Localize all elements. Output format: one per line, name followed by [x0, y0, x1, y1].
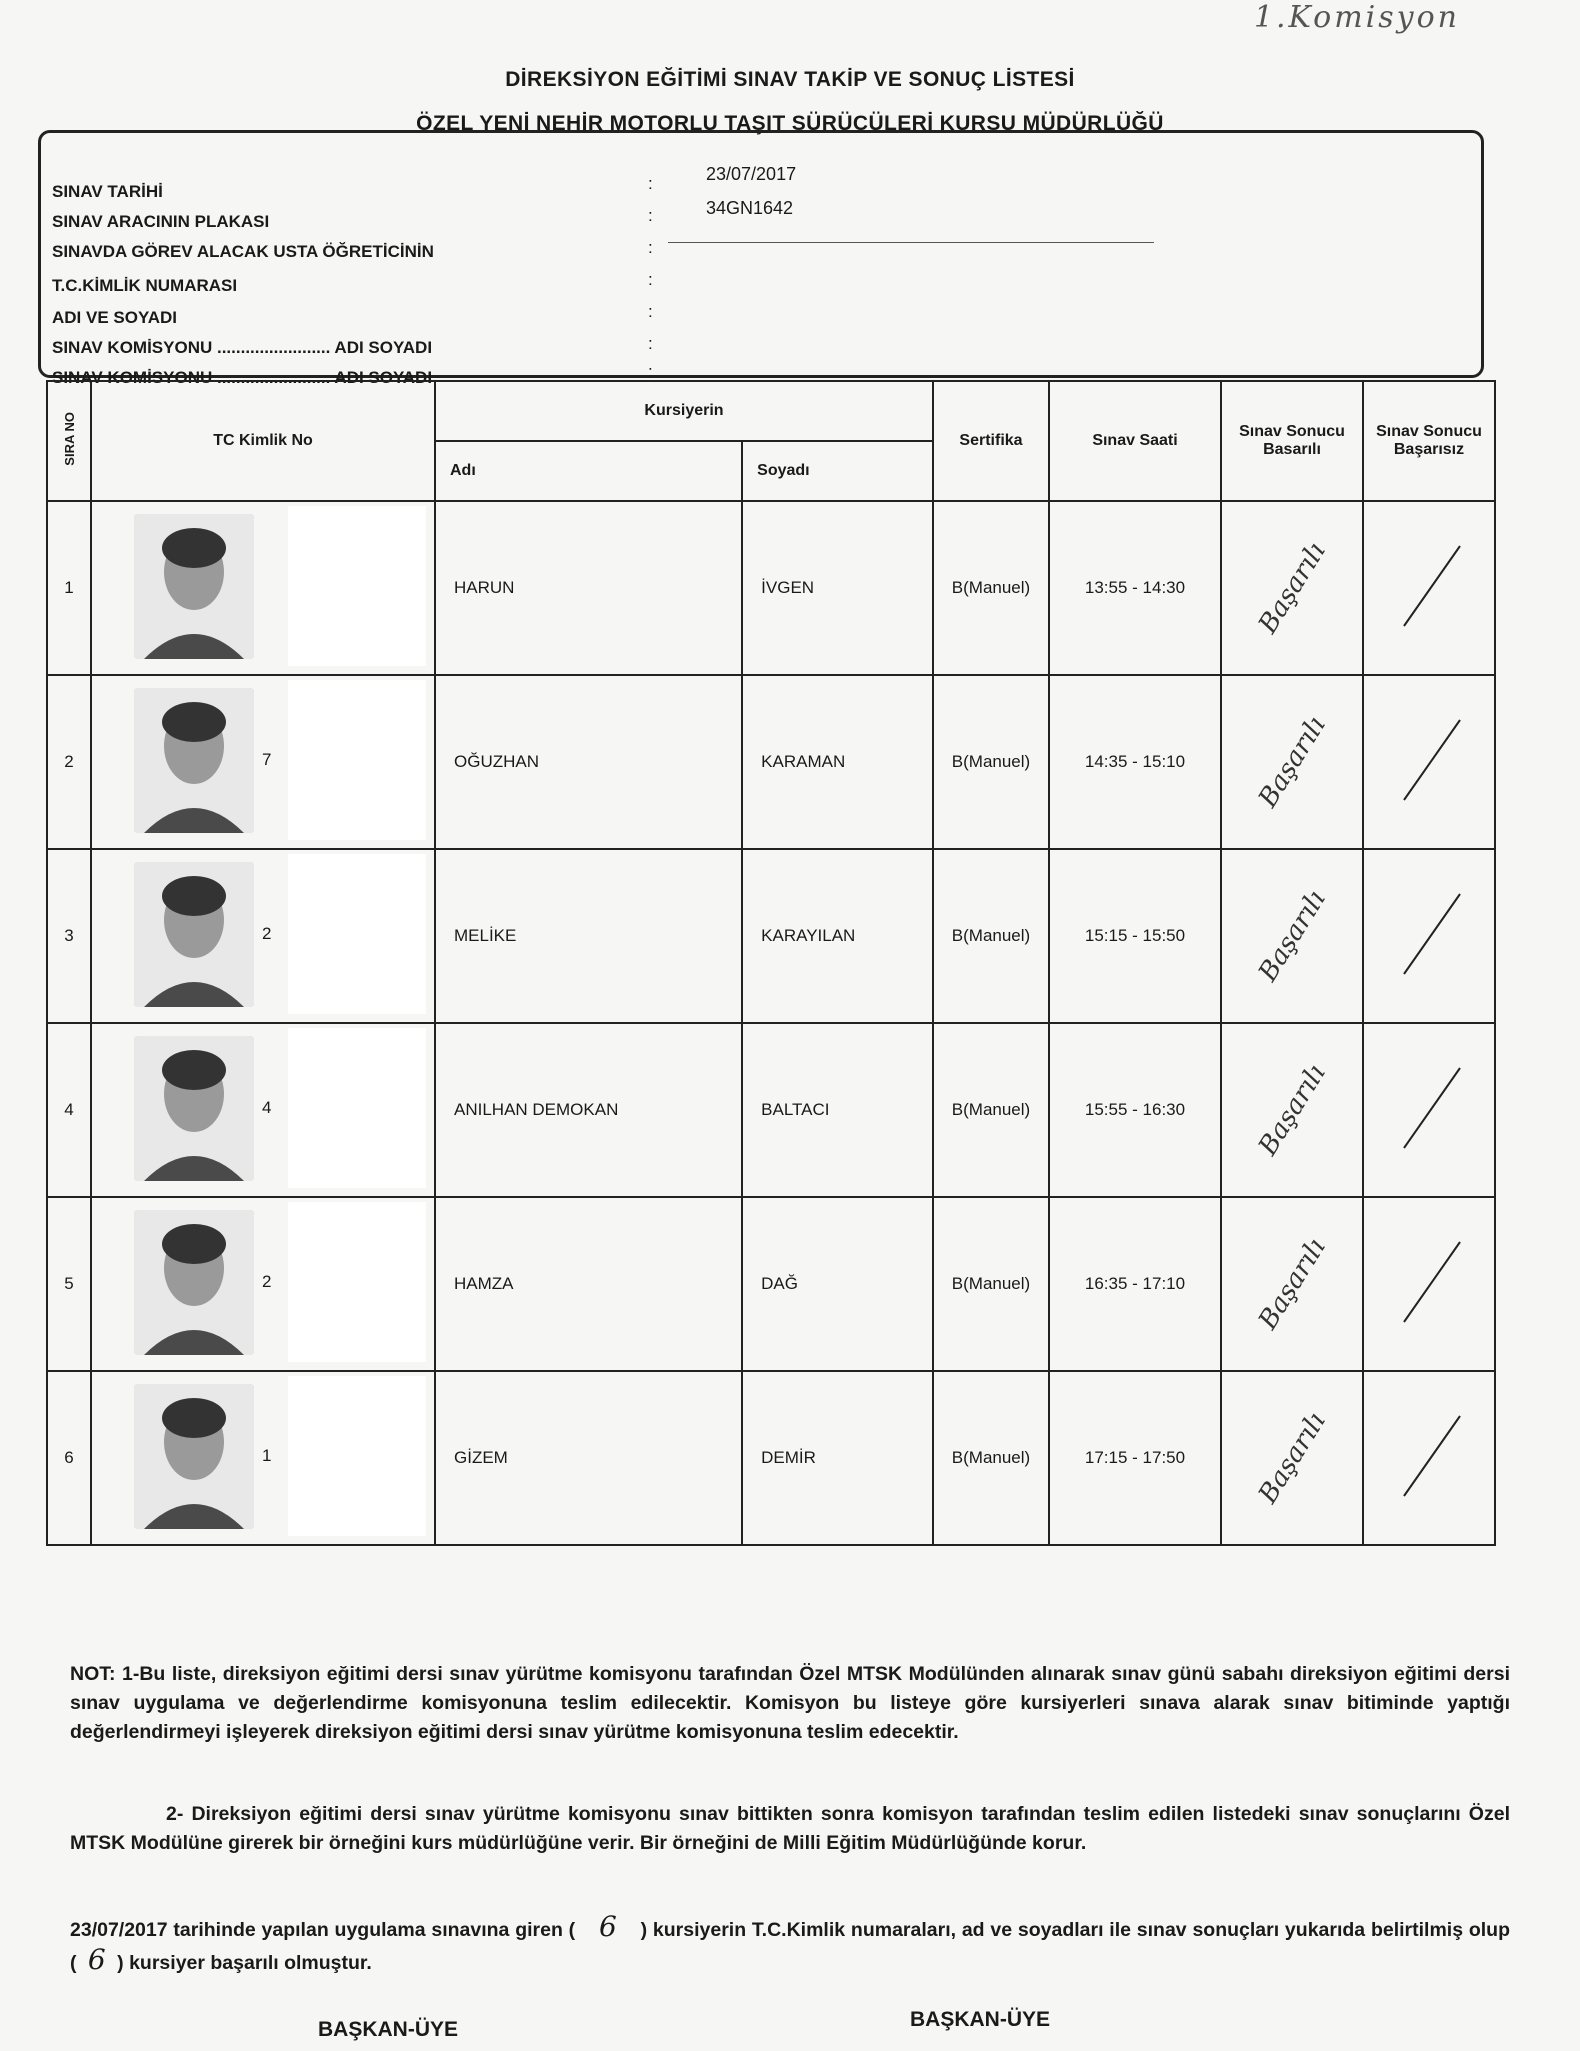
tc-cell	[91, 1023, 435, 1197]
result-passed	[1221, 1371, 1363, 1545]
tc-partial: 1	[262, 1446, 272, 1465]
colon: :	[648, 206, 653, 225]
colon: :	[648, 238, 653, 257]
result-failed	[1363, 1197, 1495, 1371]
signature-left: BAŞKAN-ÜYE	[318, 2018, 459, 2041]
slash-mark	[1396, 540, 1466, 630]
row-number: 5	[47, 1197, 91, 1371]
handwritten-commission-note: 1.Komisyon	[1253, 0, 1460, 35]
redacted-area	[288, 1376, 426, 1536]
header-soyadi: Soyadı	[742, 441, 933, 501]
handwritten-result: Başarılı	[1252, 537, 1332, 639]
row-number: 6	[47, 1371, 91, 1545]
slash-mark	[1396, 888, 1466, 978]
row-number: 4	[47, 1023, 91, 1197]
handwritten-result: Başarılı	[1252, 1407, 1332, 1509]
redacted-area	[288, 854, 426, 1014]
table-row	[47, 1371, 1495, 1545]
tc-partial: 2	[262, 924, 272, 943]
last-name: BALTACI	[742, 1023, 933, 1197]
first-name: MELİKE	[435, 849, 742, 1023]
result-passed	[1221, 1023, 1363, 1197]
tc-label: T.C.KİMLİK NUMARASI	[52, 276, 238, 295]
header-adi: Adı	[435, 441, 742, 501]
note-paragraph-1: NOT: 1-Bu liste, direksiyon eğitimi dersi sınav yürütme komisyonu tarafından Özel MTSK Modülünden alınarak sınav günü sabahı direksiyon eğitimi dersi sınav uygulama ve değerlendirme komisyonuna teslim edilecektir. Komisyon bu listeye göre kursiyerleri sınava alarak sınav bitiminde yaptığı değerlendirmeyi işleyerek direksiyon eğitimi dersi sınav yürütme komisyonuna teslim edecektir.	[70, 1663, 1510, 1743]
exam-time: 16:35 - 17:10	[1049, 1197, 1221, 1371]
tc-partial: 2	[262, 1272, 272, 1291]
result-passed	[1221, 675, 1363, 849]
count-passed: 6	[87, 1943, 106, 1976]
handwritten-result: Başarılı	[1252, 1059, 1332, 1161]
student-photo	[134, 1384, 254, 1529]
colon: :	[648, 174, 653, 193]
tc-cell	[91, 675, 435, 849]
redacted-area	[288, 506, 426, 666]
slash-mark	[1396, 714, 1466, 804]
result-failed	[1363, 1371, 1495, 1545]
note-paragraph-2: 2- Direksiyon eğitimi dersi sınav yürütme komisyonu sınav bittikten sonra komisyon tarafından teslim edilen listedeki sınav sonuçlarını Özel MTSK Modülüne girerek bir örneğini kurs müdürlüğüne verir. Bir örneğini de Milli Eğitim Müdürlüğünde korur.	[70, 1803, 1510, 1854]
redacted-area	[288, 1028, 426, 1188]
exam-results-table	[46, 380, 1496, 1546]
header-sertifika: Sertifika	[933, 381, 1049, 501]
result-passed	[1221, 501, 1363, 675]
result-failed	[1363, 1023, 1495, 1197]
last-name: KARAMAN	[742, 675, 933, 849]
table-row	[47, 1023, 1495, 1197]
header-saat: Sınav Saati	[1049, 381, 1221, 501]
commission1-label: SINAV KOMİSYONU ........................ ADI SOYADI	[52, 338, 433, 357]
header-basarili: Sınav Sonucu Basarılı	[1221, 381, 1363, 501]
student-photo	[134, 1210, 254, 1355]
first-name: ANILHAN DEMOKAN	[435, 1023, 742, 1197]
row-number: 3	[47, 849, 91, 1023]
result-failed	[1363, 675, 1495, 849]
first-name: HARUN	[435, 501, 742, 675]
count-taken: 6	[598, 1910, 617, 1943]
summary-part-a: 23/07/2017 tarihinde yapılan uygulama sınavına giren (	[70, 1919, 576, 1941]
first-name: OĞUZHAN	[435, 675, 742, 849]
exam-time: 15:55 - 16:30	[1049, 1023, 1221, 1197]
exam-date-label: SINAV TARİHİ	[52, 182, 163, 201]
document-subtitle: ÖZEL YENİ NEHİR MOTORLU TAŞIT SÜRÜCÜLERİ KURSU MÜDÜRLÜĞÜ	[416, 112, 1164, 135]
student-photo	[134, 514, 254, 659]
redacted-area	[288, 1202, 426, 1362]
header-kursiyerin: Kursiyerin	[435, 381, 933, 441]
handwritten-result: Başarılı	[1252, 711, 1332, 813]
exam-time: 13:55 - 14:30	[1049, 501, 1221, 675]
row-number: 2	[47, 675, 91, 849]
exam-time: 17:15 - 17:50	[1049, 1371, 1221, 1545]
name-label: ADI VE SOYADI	[52, 308, 178, 327]
table-row	[47, 849, 1495, 1023]
certificate: B(Manuel)	[933, 501, 1049, 675]
signature-line	[668, 242, 1154, 243]
row-number: 1	[47, 501, 91, 675]
table-row	[47, 1197, 1495, 1371]
tc-cell	[91, 1197, 435, 1371]
colon: :	[648, 270, 653, 289]
handwritten-result: Başarılı	[1252, 1233, 1332, 1335]
commission2-label: SINAV KOMİSYONU ........................ ADI SOYADI	[52, 368, 433, 387]
certificate: B(Manuel)	[933, 1197, 1049, 1371]
header-tc: TC Kimlik No	[91, 381, 435, 501]
student-photo	[134, 862, 254, 1007]
result-passed	[1221, 849, 1363, 1023]
table-row	[47, 675, 1495, 849]
exam-date-value: 23/07/2017	[706, 164, 797, 184]
certificate: B(Manuel)	[933, 1023, 1049, 1197]
first-name: GİZEM	[435, 1371, 742, 1545]
last-name: KARAYILAN	[742, 849, 933, 1023]
tc-cell	[91, 501, 435, 675]
colon: :	[648, 362, 653, 381]
colon: :	[648, 302, 653, 321]
result-failed	[1363, 849, 1495, 1023]
summary-part-c: ) kursiyer başarılı olmuştur.	[117, 1952, 372, 1974]
plate-value: 34GN1642	[706, 198, 794, 218]
certificate: B(Manuel)	[933, 849, 1049, 1023]
handwritten-result: Başarılı	[1252, 885, 1332, 987]
instructor-label: SINAVDA GÖREV ALACAK USTA ÖĞRETİCİNİN	[52, 242, 434, 261]
first-name: HAMZA	[435, 1197, 742, 1371]
header-sira-no: SIRA NO	[47, 381, 91, 501]
header-basarisiz: Sınav Sonucu Başarısız	[1363, 381, 1495, 501]
student-photo	[134, 688, 254, 833]
colon: :	[648, 334, 653, 353]
student-photo	[134, 1036, 254, 1181]
tc-cell	[91, 849, 435, 1023]
certificate: B(Manuel)	[933, 675, 1049, 849]
redacted-area	[288, 680, 426, 840]
slash-mark	[1396, 1236, 1466, 1326]
plate-label: SINAV ARACININ PLAKASI	[52, 212, 270, 231]
result-passed	[1221, 1197, 1363, 1371]
certificate: B(Manuel)	[933, 1371, 1049, 1545]
slash-mark	[1396, 1410, 1466, 1500]
exam-time: 15:15 - 15:50	[1049, 849, 1221, 1023]
summary-paragraph	[70, 1912, 1510, 1978]
document-title: DİREKSİYON EĞİTİMİ SINAV TAKİP VE SONUÇ LİSTESİ	[505, 68, 1075, 91]
tc-cell	[91, 1371, 435, 1545]
last-name: DEMİR	[742, 1371, 933, 1545]
signature-right: BAŞKAN-ÜYE	[910, 2008, 1051, 2031]
summary-part-b: ) kursiyerin T.C.Kimlik numaraları, ad ve soyadları ile sınav sonuçları yukarıda belirtilmiş olup (	[70, 1919, 1511, 1974]
table-row	[47, 501, 1495, 675]
slash-mark	[1396, 1062, 1466, 1152]
exam-time: 14:35 - 15:10	[1049, 675, 1221, 849]
last-name: İVGEN	[742, 501, 933, 675]
last-name: DAĞ	[742, 1197, 933, 1371]
tc-partial: 7	[262, 750, 272, 769]
tc-partial: 4	[262, 1098, 272, 1117]
result-failed	[1363, 501, 1495, 675]
